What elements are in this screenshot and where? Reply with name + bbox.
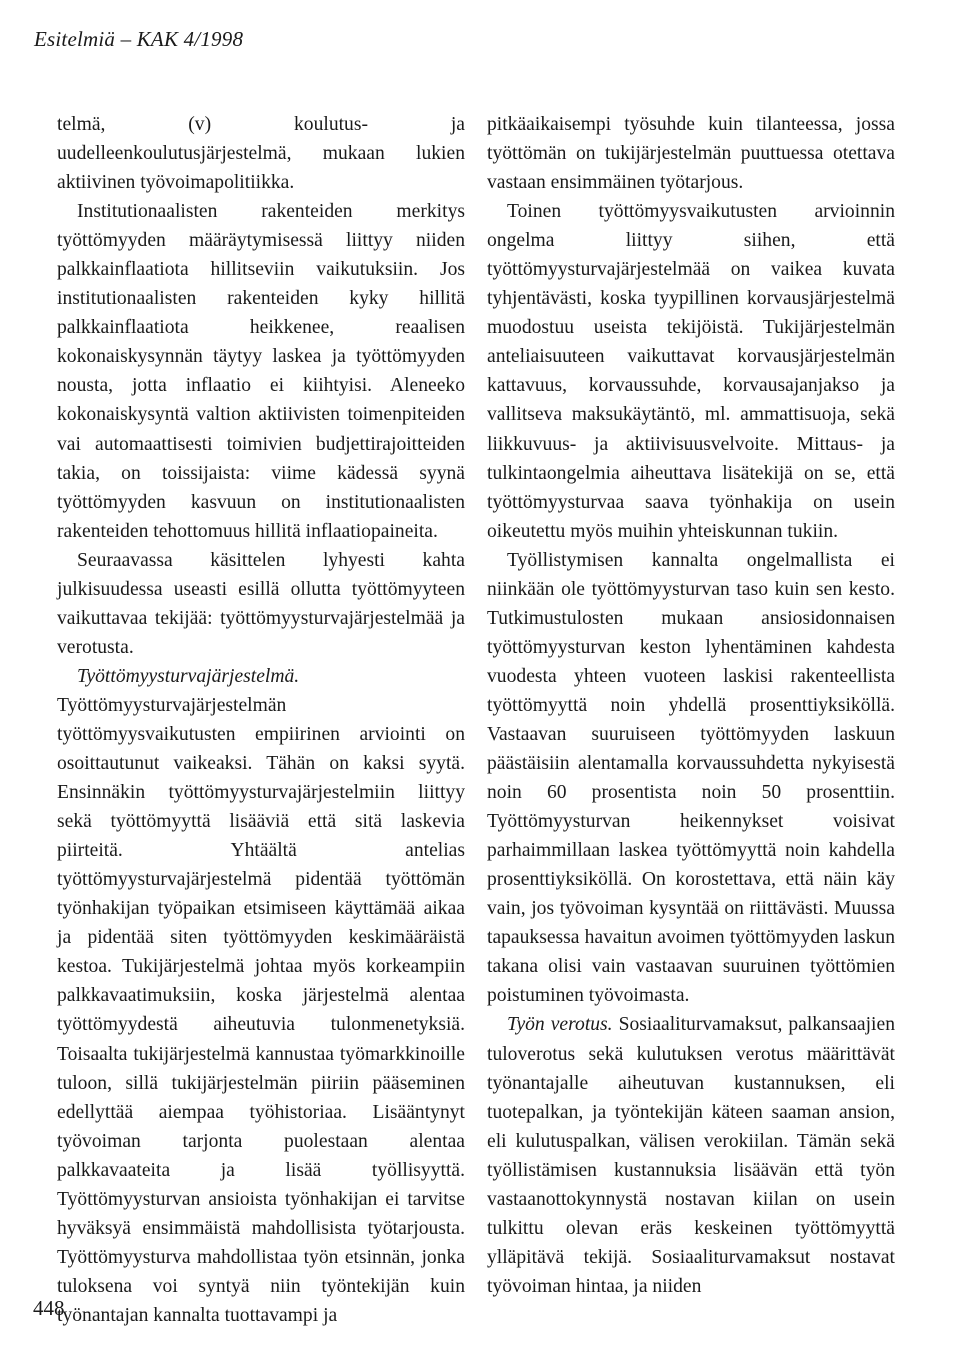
left-paragraph-2: Institutionaalisten rakenteiden merkitys työttömyyden määräytymisessä liittyy niiden palkkainflaatiota hillitseviin vaikutuksiin. Jos institutionaalisten rakenteiden kyky hillitä palkkainflaatiota heikkenee, reaalisen kokonaiskysynnän täytyy laskea ja työttömyyden nousta, jotta inflaatio ei kiihtyisi. Aleneeko kokonaiskysyntä valtion aktiivisten toimenpiteiden vai automaattisesti toimivien budjettirajoitteiden takia, on toissijaista: viime kädessä syynä työttömyyden kasvuun on institutionaalisten rakenteiden tehottomuus hillitä inflaatiopaineita.	[57, 201, 465, 542]
section-lead-labour-taxation: Työn verotus.	[507, 1014, 613, 1036]
running-header: Esitelmiä – KAK 4/1998	[34, 27, 244, 51]
left-paragraph-3: Seuraavassa käsittelen lyhyesti kahta julkisuudessa useasti esillä ollutta työttömyyteen vaikuttavaa tekijää: työttömyysturvajärjestelmää ja verotusta.	[57, 549, 465, 658]
right-paragraph-1: pitkäaikaisempi työsuhde kuin tilanteessa, jossa työttömän on tukijärjestelmän puuttuessa otettava vastaan ensimmäinen työtarjous.	[487, 114, 895, 194]
right-paragraph-3: Työllistymisen kannalta ongelmallista ei niinkään ole työttömyysturvan taso kuin sen kesto. Tutkimustulosten mukaan ansiosidonnaisen työttömyysturvan keston lyhentäminen kahdesta vuodesta yhteen vuoteen laskisi rakenteellista työttömyyttä noin yhdellä prosenttiyksiköllä. Vastaavan suuruiseen työttömyyden laskuun päästäisiin alentamalla korvaussuhdetta nykyisestä noin 60 prosentista noin 50 prosenttiin. Työttömyysturvan heikennykset voisivat parhaimmillaan laskea työttömyyttä noin kahdella prosenttiyksiköllä. On korostettava, että näin käy vain, jos työvoiman kysyntää on riittävästi. Muussa tapauksessa havaitun avoimen työttömyyden laskun takana olisi vain vastaavan suuruinen työttömien poistuminen työvoimasta.	[487, 549, 895, 1007]
page-number: 448	[33, 1296, 65, 1320]
right-paragraph-4	[487, 1010, 895, 1300]
section-lead-unemployment-benefits: Työttömyysturvajärjestelmä.	[77, 665, 300, 687]
right-paragraph-4-body: Sosiaaliturvamaksut, palkansaajien tuloverotus sekä kulutuksen verotus määrittävät työnantajalle aiheutuvan kustannuksen, eli tuotepalkan, ja työntekijän käteen saaman ansion, eli kulutuspalkan, välisen verokiilan. Tämän sekä työllistämisen kustannuksia lisäävän että työn vastaanottokynnystä nostavan kiilan on usein tulkittu olevan eräs keskeinen työttömyyttä ylläpitävä tekijä. Sosiaaliturvamaksut nostavat työvoiman hintaa, ja niiden	[487, 1014, 895, 1297]
right-paragraph-2: Toinen työttömyysvaikutusten arvioinnin ongelma liittyy siihen, että työttömyysturvajärjestelmää on vaikea kuvata tyhjentävästi, koska tyypillinen korvausjärjestelmä muodostuu useista tekijöistä. Tukijärjestelmän anteliaisuuteen vaikuttavat korvausjärjestelmän kattavuus, korvaussuhde, korvausajanjakso ja vallitseva maksukäytäntö, ml. ammattisuoja, sekä liikkuvuus- ja aktiivisuusvelvoite. Mittaus- ja tulkintaongelmia aiheuttava lisätekijä on se, että työttömyysturvaa saava työnhakija on usein oikeutettu myös muihin yhteiskunnan tukiin.	[487, 201, 895, 542]
right-column	[487, 110, 895, 1301]
left-paragraph-4	[57, 662, 465, 1330]
left-paragraph-1: telmä, (v) koulutus- ja uudelleenkoulutusjärjestelmä, mukaan lukien aktiivinen työvoimapolitiikka.	[57, 114, 465, 194]
left-column	[57, 110, 465, 1330]
left-paragraph-4-body: Työttömyysturvajärjestelmän työttömyysvaikutusten empiirinen arviointi on osoittautunut vaikeaksi. Tähän on kaksi syytä. Ensinnäkin työttömyysturvajärjestelmiin liittyy sekä työttömyyttä lisääviä että sitä laskevia piirteitä. Yhtäältä antelias työttömyysturvajärjestelmä pidentää työttömän työnhakijan työpaikan etsimiseen käyttämää aikaa ja pidentää siten työttömyyden keskimääräistä kestoa. Tukijärjestelmä johtaa myös korkeampiin palkkavaatimuksiin, koska järjestelmä alentaa työttömyydestä aiheutuvia tulonmenetyksiä. Toisaalta tukijärjestelmä kannustaa työmarkkinoille tuloon, sillä tukijärjestelmän piiriin pääseminen edellyttää aiempaa työhistoriaa. Lisääntynyt työvoiman tarjonta puolestaan alentaa palkkavaateita ja lisää työllisyyttä. Työttömyysturvan ansioista työnhakijan ei tarvitse hyväksyä ensimmäistä mahdollisista työtarjousta. Työttömyysturva mahdollistaa työn etsinnän, jonka tuloksena voi syntyä niin työntekijän kuin työnantajan kannalta tuottavampi ja	[57, 694, 465, 1326]
